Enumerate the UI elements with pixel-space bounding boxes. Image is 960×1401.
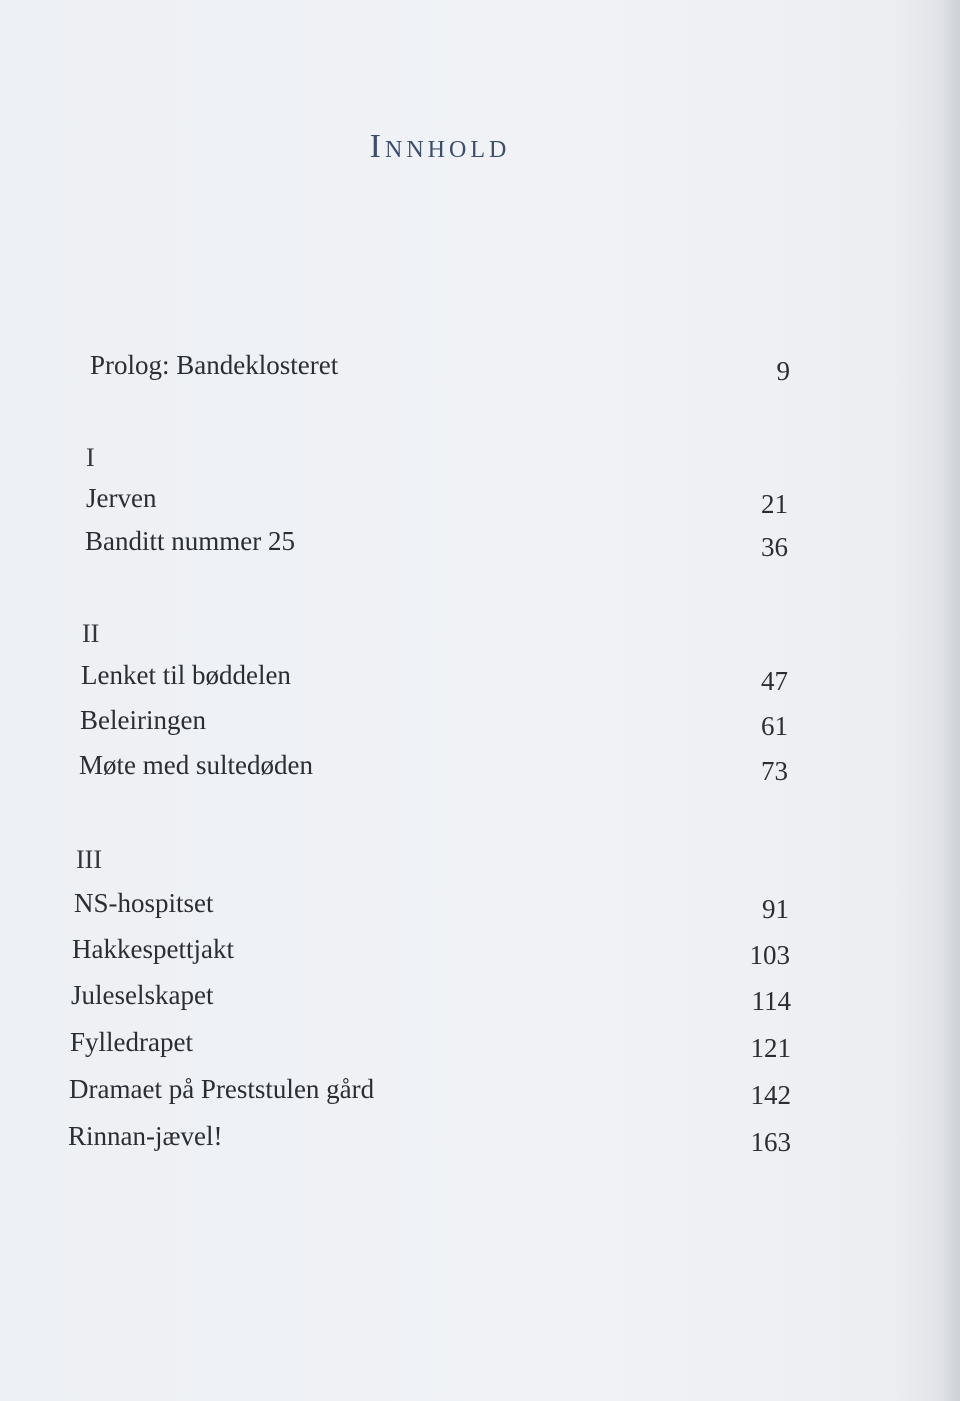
toc-entry-label: Jerven bbox=[86, 483, 157, 513]
toc-entry-page: 47 bbox=[761, 666, 788, 696]
toc-entry-label: Juleselskapet bbox=[71, 980, 214, 1010]
toc-entry bbox=[69, 1074, 791, 1110]
toc-entry bbox=[81, 660, 788, 696]
toc-entry-page: 73 bbox=[761, 756, 788, 786]
toc-entry-label: Rinnan-jævel! bbox=[68, 1121, 223, 1151]
toc-entry-label: Lenket til bøddelen bbox=[81, 660, 291, 690]
toc-entry-page: 36 bbox=[761, 532, 788, 562]
toc-entry bbox=[72, 934, 790, 970]
toc-entry bbox=[74, 888, 789, 924]
toc-entry-page: 121 bbox=[750, 1033, 791, 1063]
toc-entry-label: Banditt nummer 25 bbox=[85, 526, 295, 556]
toc-entry bbox=[80, 705, 788, 741]
toc-entry-page: 114 bbox=[751, 986, 791, 1016]
toc-entry-page: 61 bbox=[761, 711, 788, 741]
toc-entry-page: 142 bbox=[750, 1080, 791, 1110]
page-title: Innhold bbox=[369, 128, 511, 165]
toc-entry bbox=[68, 1121, 791, 1157]
part-numeral: III bbox=[76, 845, 102, 874]
toc-entry-label: Prolog: Bandeklosteret bbox=[90, 350, 339, 380]
toc-entry-label: Beleiringen bbox=[80, 705, 206, 735]
toc-entry-page: 9 bbox=[776, 356, 790, 386]
part-numeral: II bbox=[82, 619, 100, 648]
toc-entry-label: NS-hospitset bbox=[74, 888, 214, 918]
toc-entry-page: 163 bbox=[750, 1127, 791, 1157]
part-numeral: I bbox=[86, 443, 95, 472]
toc-entry-label: Hakkespettjakt bbox=[72, 934, 234, 964]
toc-entry bbox=[79, 750, 788, 786]
toc-entry-page: 103 bbox=[749, 940, 790, 970]
toc-entry bbox=[85, 526, 788, 562]
toc-entry-prolog bbox=[90, 350, 790, 386]
toc-entry-label: Dramaet på Preststulen gård bbox=[69, 1074, 375, 1104]
toc-entry bbox=[70, 1027, 791, 1063]
toc-entry-page: 21 bbox=[761, 489, 788, 519]
toc-entry-page: 91 bbox=[762, 894, 789, 924]
toc-entry-label: Møte med sultedøden bbox=[79, 750, 313, 780]
toc-entry bbox=[86, 483, 788, 519]
toc-entry-label: Fylledrapet bbox=[70, 1027, 193, 1057]
toc-entry bbox=[71, 980, 791, 1016]
